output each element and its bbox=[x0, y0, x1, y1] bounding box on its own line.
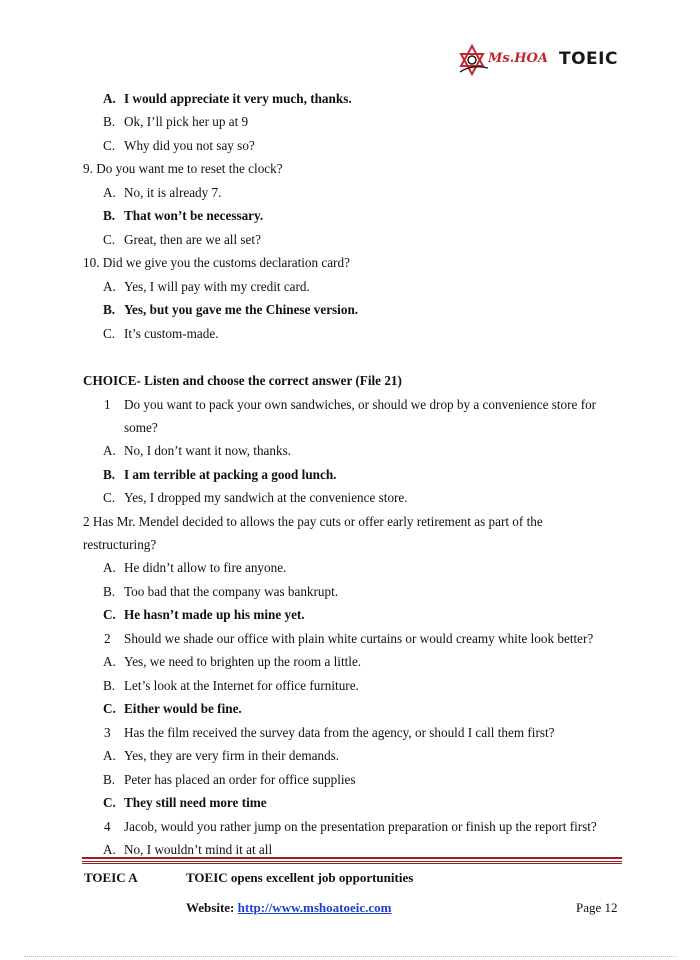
brand-logo bbox=[458, 44, 623, 78]
footer-website bbox=[186, 900, 391, 916]
question-2: 2 Has Mr. Mendel decided to allows the pay cuts or offer early retirement as part of the bbox=[83, 514, 543, 529]
question-10: 10. Did we give you the customs declaration card? bbox=[83, 255, 350, 270]
page-number: Page 12 bbox=[576, 900, 618, 915]
footer-tagline: TOEIC opens excellent job opportunities bbox=[186, 870, 414, 885]
footer-left-label: TOEIC A bbox=[84, 870, 138, 885]
footer-divider bbox=[82, 857, 622, 859]
website-link[interactable]: http://www.mshoatoeic.com bbox=[237, 900, 392, 915]
question-2-continued: restructuring? bbox=[83, 537, 157, 552]
logo-toeic-text: TOEIC bbox=[559, 49, 618, 69]
page-edge bbox=[24, 956, 676, 957]
logo-script-text: Ms.HOA bbox=[488, 51, 548, 66]
website-label: Website: bbox=[186, 900, 235, 915]
footer-divider bbox=[82, 861, 622, 862]
question-9: 9. Do you want me to reset the clock? bbox=[83, 161, 283, 176]
footer-divider bbox=[82, 863, 622, 864]
document-page: Ms.HOA TOEIC A. I would appreciate it very much, thanks. B. Ok, I’ll pick her up at 9 C. Why did you not say so? 9. Do you want me to reset the clock? A. No, it is already 7. B. That won’t be necessary. C. Great, then are we all set? 10. Did we give you the customs declaration card? A. Yes, I will pay with my credit card. B. Yes, but you gave me the Chinese version. C. It’s custom-made. CHOICE- Listen and choose the correct answer (File 21) 1 Do you want to pack your own sandwiches, or should we drop by a convenience store for some? A. No, I don’t want it now, thanks. B. I am terrible at packing a good lunch. C. Yes, I dropped my sandwich at the convenience store. 2 Has Mr. Mendel decided to allows the pay cuts or offer early retirement as part of the restructuring? A. He didn’t allow to fire anyone. B. Too bad that the company was bankrupt. C. He hasn’t made up his mine yet. 2 Should we shade our office with plain white curtains or would creamy white look better? A. Yes, we need to brighten up the room a little. B. Let’s look at the Internet for office furniture. C. Either would be fine. 3 Has the film received the survey data from the agency, or should I call them first? A. Yes, they are very firm in their demands. B. Peter has placed an order for office supplies C. They still need more time 4 Jacob, would you rather jump on the presentation preparation or finish up the report first? A. No, I wouldn’t mind it at all TOEIC A TOEIC opens excellent job opportunities Website: http://www.mshoatoeic.com Page 12 bbox=[0, 0, 700, 960]
section-heading: CHOICE- Listen and choose the correct answer (File 21) bbox=[83, 373, 402, 388]
